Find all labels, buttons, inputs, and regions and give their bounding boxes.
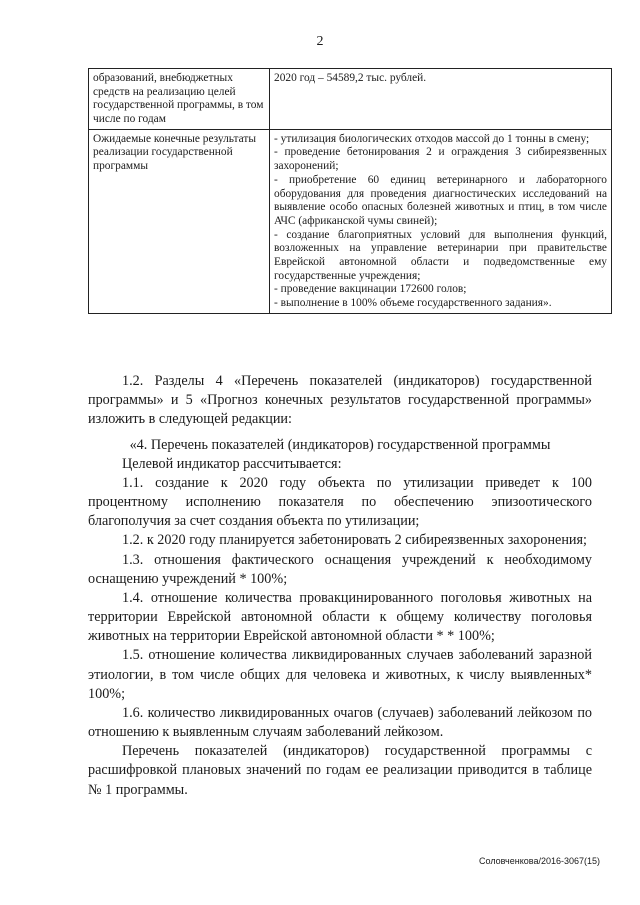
paragraph-amendment: 1.2. Разделы 4 «Перечень показателей (индикаторов) государственной программы» и 5 «Прогноз конечных результатов государственной программы» изложить в следующей редакции: (88, 373, 592, 428)
list-item: 1.2. к 2020 году планируется забетонировать 2 сибиреязвенных захоронения; (122, 532, 587, 549)
paragraph: Перечень показателей (индикаторов) государственной программы с расшифровкой плановых значений по годам ее реализации приводится в таблице № 1 программы. (88, 743, 592, 798)
table-row (89, 129, 612, 313)
value-line: 2020 год – 54589,2 тыс. рублей. (274, 72, 427, 84)
section-heading: «4. Перечень показателей (индикаторов) государственной программы (129, 436, 551, 453)
value-line: - создание благоприятных условий для выполнения функций, возложенных на управление ветеринарии при правительстве Еврейской автономной области и подведомственные ему государственные учреждения; (274, 228, 607, 282)
paragraph: Целевой индикатор рассчитывается: (122, 455, 342, 472)
document-footer-code: Соловченкова/2016-3067(15) (479, 856, 600, 866)
value-line: - приобретение 60 единиц ветеринарного и лабораторного оборудования для проведения диагностических исследований на выявление особо опасных болезней животных и птиц, в том числе АЧС (африканской чумы свиней); (274, 173, 607, 227)
value-line: - утилизация биологических отходов массой до 1 тонны в смену; (274, 132, 590, 145)
list-item: 1.3. отношения фактического оснащения учреждений к необходимому оснащению учреждений * 100%; (88, 551, 592, 587)
list-item: 1.5. отношение количества ликвидированных случаев заболеваний заразной этиологии, в том числе общих для человека и животных, к числу выявленных* 100%; (88, 647, 592, 702)
value-line: - проведение бетонирования 2 и ограждения 3 сибиреязвенных захоронений; (274, 146, 607, 173)
list-item: 1.1. создание к 2020 году объекта по утилизации приведет к 100 процентному исполнению показателя по обеспечению эпизоотического благополучия за счет создания объекта по утилизации; (88, 474, 592, 530)
list-item: 1.6. количество ликвидированных очагов (случаев) заболеваний лейкозом по отношению к выявленным случаям заболеваний лейкозом. (88, 704, 592, 741)
table-row (89, 69, 612, 130)
page-number: 2 (316, 34, 324, 49)
row-label: образований, внебюджетных средств на реализацию целей государственной программы, в том числе по годам (89, 69, 270, 130)
list-item: 1.4. отношение количества провакцинированного поголовья животных на территории Еврейской автономной области к общему количеству поголовья животных на территории Еврейской автономной области * * 100%; (88, 589, 592, 645)
document-body (88, 372, 592, 800)
program-passport-table (88, 68, 612, 314)
row-value (270, 129, 612, 313)
value-line: - проведение вакцинации 172600 голов; (274, 283, 467, 296)
row-value (270, 69, 612, 130)
value-line: - выполнение в 100% объеме государственного задания». (274, 297, 552, 309)
row-label: Ожидаемые конечные результаты реализации государственной программы (89, 129, 270, 313)
